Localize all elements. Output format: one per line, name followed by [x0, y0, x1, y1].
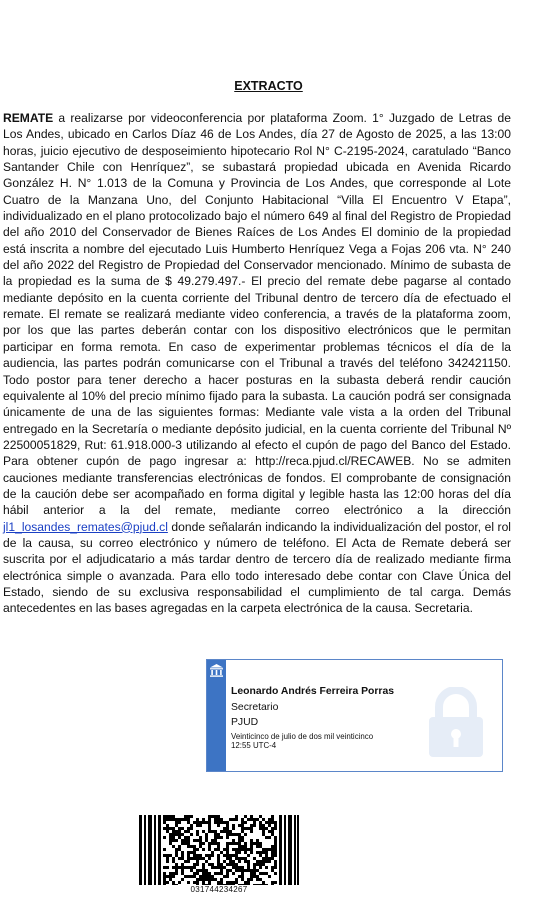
signer-role: Secretario: [231, 702, 279, 713]
barcode-number: 031744234267: [190, 885, 248, 894]
signature-accent-strip: [207, 660, 226, 771]
document-body: [3, 110, 511, 617]
signature-date: Veinticinco de julio de dos mil veinticinco: [231, 732, 374, 741]
signature-time: 12:55 UTC-4: [231, 741, 277, 750]
bank-icon: [209, 663, 224, 678]
lock-icon: [425, 687, 487, 759]
barcode-image: [139, 815, 299, 885]
lead-word: REMATE: [3, 111, 54, 125]
signer-name: Leonardo Andrés Ferreira Porras: [231, 686, 395, 697]
document-title: EXTRACTO: [234, 79, 303, 93]
signature-timestamp: [231, 732, 421, 750]
signer-organization: PJUD: [231, 717, 259, 728]
email-link[interactable]: jl1_losandes_remates@pjud.cl: [3, 519, 168, 534]
body-text-part-1: a realizarse por videoconferencia por plataforma Zoom. 1° Juzgado de Letras de Los Andes, ubicado en Carlos Díaz 46 de Los Andes, día 27 de Agosto de 2025, a las 13:00 horas, juicio ejecutivo de desposeimiento hipotecario Rol N° C-2195-2024, caratulado “Banco Santander Chile con Henríquez”, se subastará propiedad ubicada en Avenida Ricardo González H. N° 1.013 de la Comuna y Provincia de Los Andes, que corresponde al Lote Cuatro de la Manzana Uno, del Conjunto Habitacional “Villa El Encuentro V Etapa”, individualizado en el plano protocolizado bajo el número 649 al final del Registro de Propiedad del año 2010 del Conservador de Bienes Raíces de Los Andes El dominio de la propiedad está inscrita a nombre del ejecutado Luis Humberto Henríquez Vega a Fojas 206 vta. N° 240 del año 2022 del Registro de Propiedad del Conservador mencionado. Mínimo de subasta de la propiedad es la suma de $ 49.279.497.- El precio del remate debe pagarse al contado mediante depósito en la cuenta corriente del Tribunal dentro de tercero día de efectuado el remate. El remate se realizará mediante video conferencia, a través de la plataforma zoom, por los que las partes deberán contar con los dispositivo electrónicos que le permitan participar en forma remota. En caso de experimentar problemas técnicos el día de la audiencia, las partes podrán comunicarse con el Tribunal a través del teléfono 342421150. Todo postor para tener derecho a hacer posturas en la subasta deberá rendir caución equivalente al 10% del precio mínimo fijado para la subasta. La caución podrá ser consignada únicamente de una de las siguientes formas: Mediante vale vista a la orden del Tribunal entregado en la Secretaría o mediante depósito judicial, en la cuenta corriente del Tribunal Nº 22500051829, Rut: 61.918.000-3 utilizando al efecto el cupón de pago del Banco del Estado. Para obtener cupón de pago ingresar a: http://reca.pjud.cl/RECAWEB. No se admiten cauciones mediante transferencias electrónicas de fondos. El comprobante de consignación de la caución debe ser acompañado en forma digital y legible hasta las 12:00 horas del día hábil anterior a la del remate, mediante correo electrónico a la dirección: [3, 111, 511, 518]
body-text-part-2: donde señalarán indicando la individualización del postor, el rol de la causa, su correo electrónico y número de teléfono. El Acta de Remate deberá ser suscrita por el adjudicatario a más tardar dentro de tercero día de realizado mediante firma electrónica simple o avanzada. Para ello todo interesado debe contar con Clave Única del Estado, siendo de su exclusiva responsabilidad el cumplimiento de tal carga. Demás antecedentes en las bases agregadas en la carpeta electrónica de la causa. Secretaria.: [3, 519, 511, 616]
signature-card: [206, 659, 503, 772]
